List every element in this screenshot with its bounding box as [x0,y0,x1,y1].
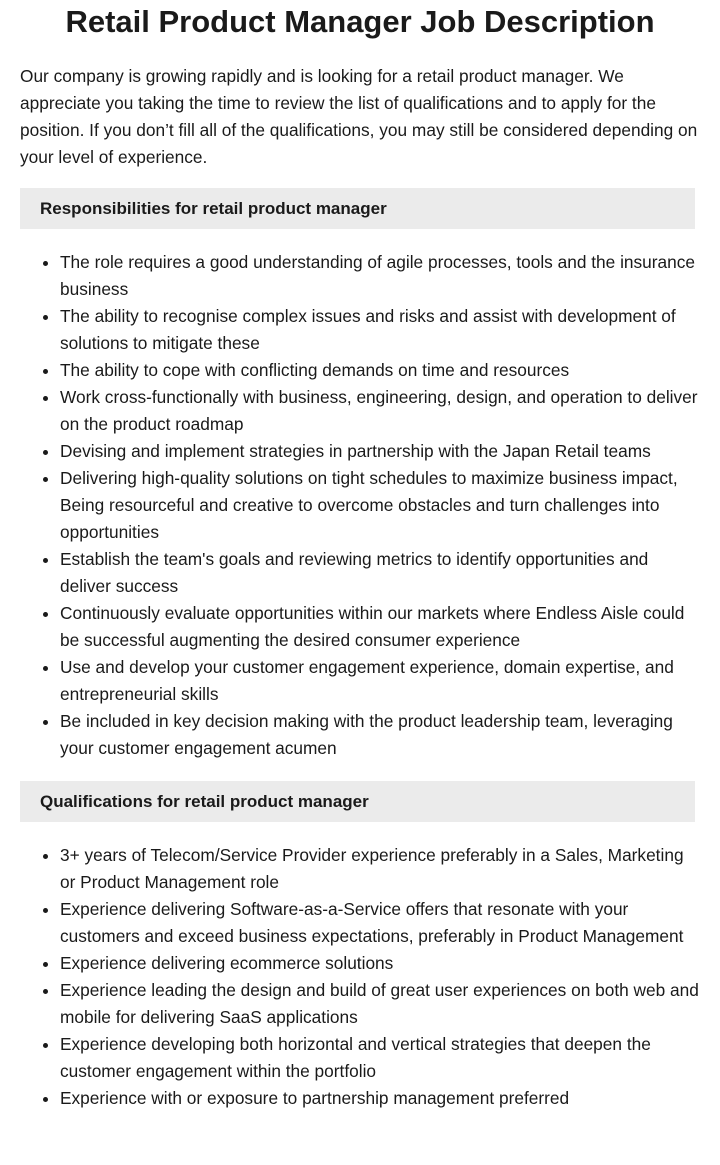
list-item: • Experience delivering Software-as-a-Service offers that resonate with your customers and exceed business expectations, preferably in Product Management [60,896,700,950]
responsibilities-list [20,249,700,762]
list-item: • Use and develop your customer engagement experience, domain expertise, and entrepreneurial skills [60,654,700,708]
list-item: • The ability to recognise complex issues and risks and assist with development of solutions to mitigate these [60,303,700,357]
list-item: • Experience leading the design and build of great user experiences on both web and mobile for delivering SaaS applications [60,977,700,1031]
qualifications-list [20,842,700,1112]
list-item: • Work cross-functionally with business, engineering, design, and operation to deliver on the product roadmap [60,384,700,438]
list-item: • Continuously evaluate opportunities within our markets where Endless Aisle could be successful augmenting the desired consumer experience [60,600,700,654]
list-item: • Experience delivering ecommerce solutions [60,950,700,977]
list-item: • Establish the team's goals and reviewing metrics to identify opportunities and deliver success [60,546,700,600]
list-item: • The role requires a good understanding of agile processes, tools and the insurance business [60,249,700,303]
list-item: • The ability to cope with conflicting demands on time and resources [60,357,700,384]
list-item: • Devising and implement strategies in partnership with the Japan Retail teams [60,438,700,465]
qualifications-heading: Qualifications for retail product manager [20,781,695,822]
list-item: • 3+ years of Telecom/Service Provider experience preferably in a Sales, Marketing or Product Management role [60,842,700,896]
list-item: • Experience with or exposure to partnership management preferred [60,1085,700,1112]
responsibilities-heading: Responsibilities for retail product manager [20,188,695,229]
list-item: • Delivering high-quality solutions on tight schedules to maximize business impact, Being resourceful and creative to overcome obstacles and turn challenges into opportunities [60,465,700,546]
list-item: • Experience developing both horizontal and vertical strategies that deepen the customer engagement within the portfolio [60,1031,700,1085]
page-title: Retail Product Manager Job Description [65,4,655,39]
intro-paragraph: Our company is growing rapidly and is looking for a retail product manager. We appreciate you taking the time to review the list of qualifications and to apply for the position. If you don’t fill all of the qualifications, you may still be considered depending on your level of experience. [20,66,698,167]
list-item: • Be included in key decision making with the product leadership team, leveraging your customer engagement acumen [60,708,700,762]
